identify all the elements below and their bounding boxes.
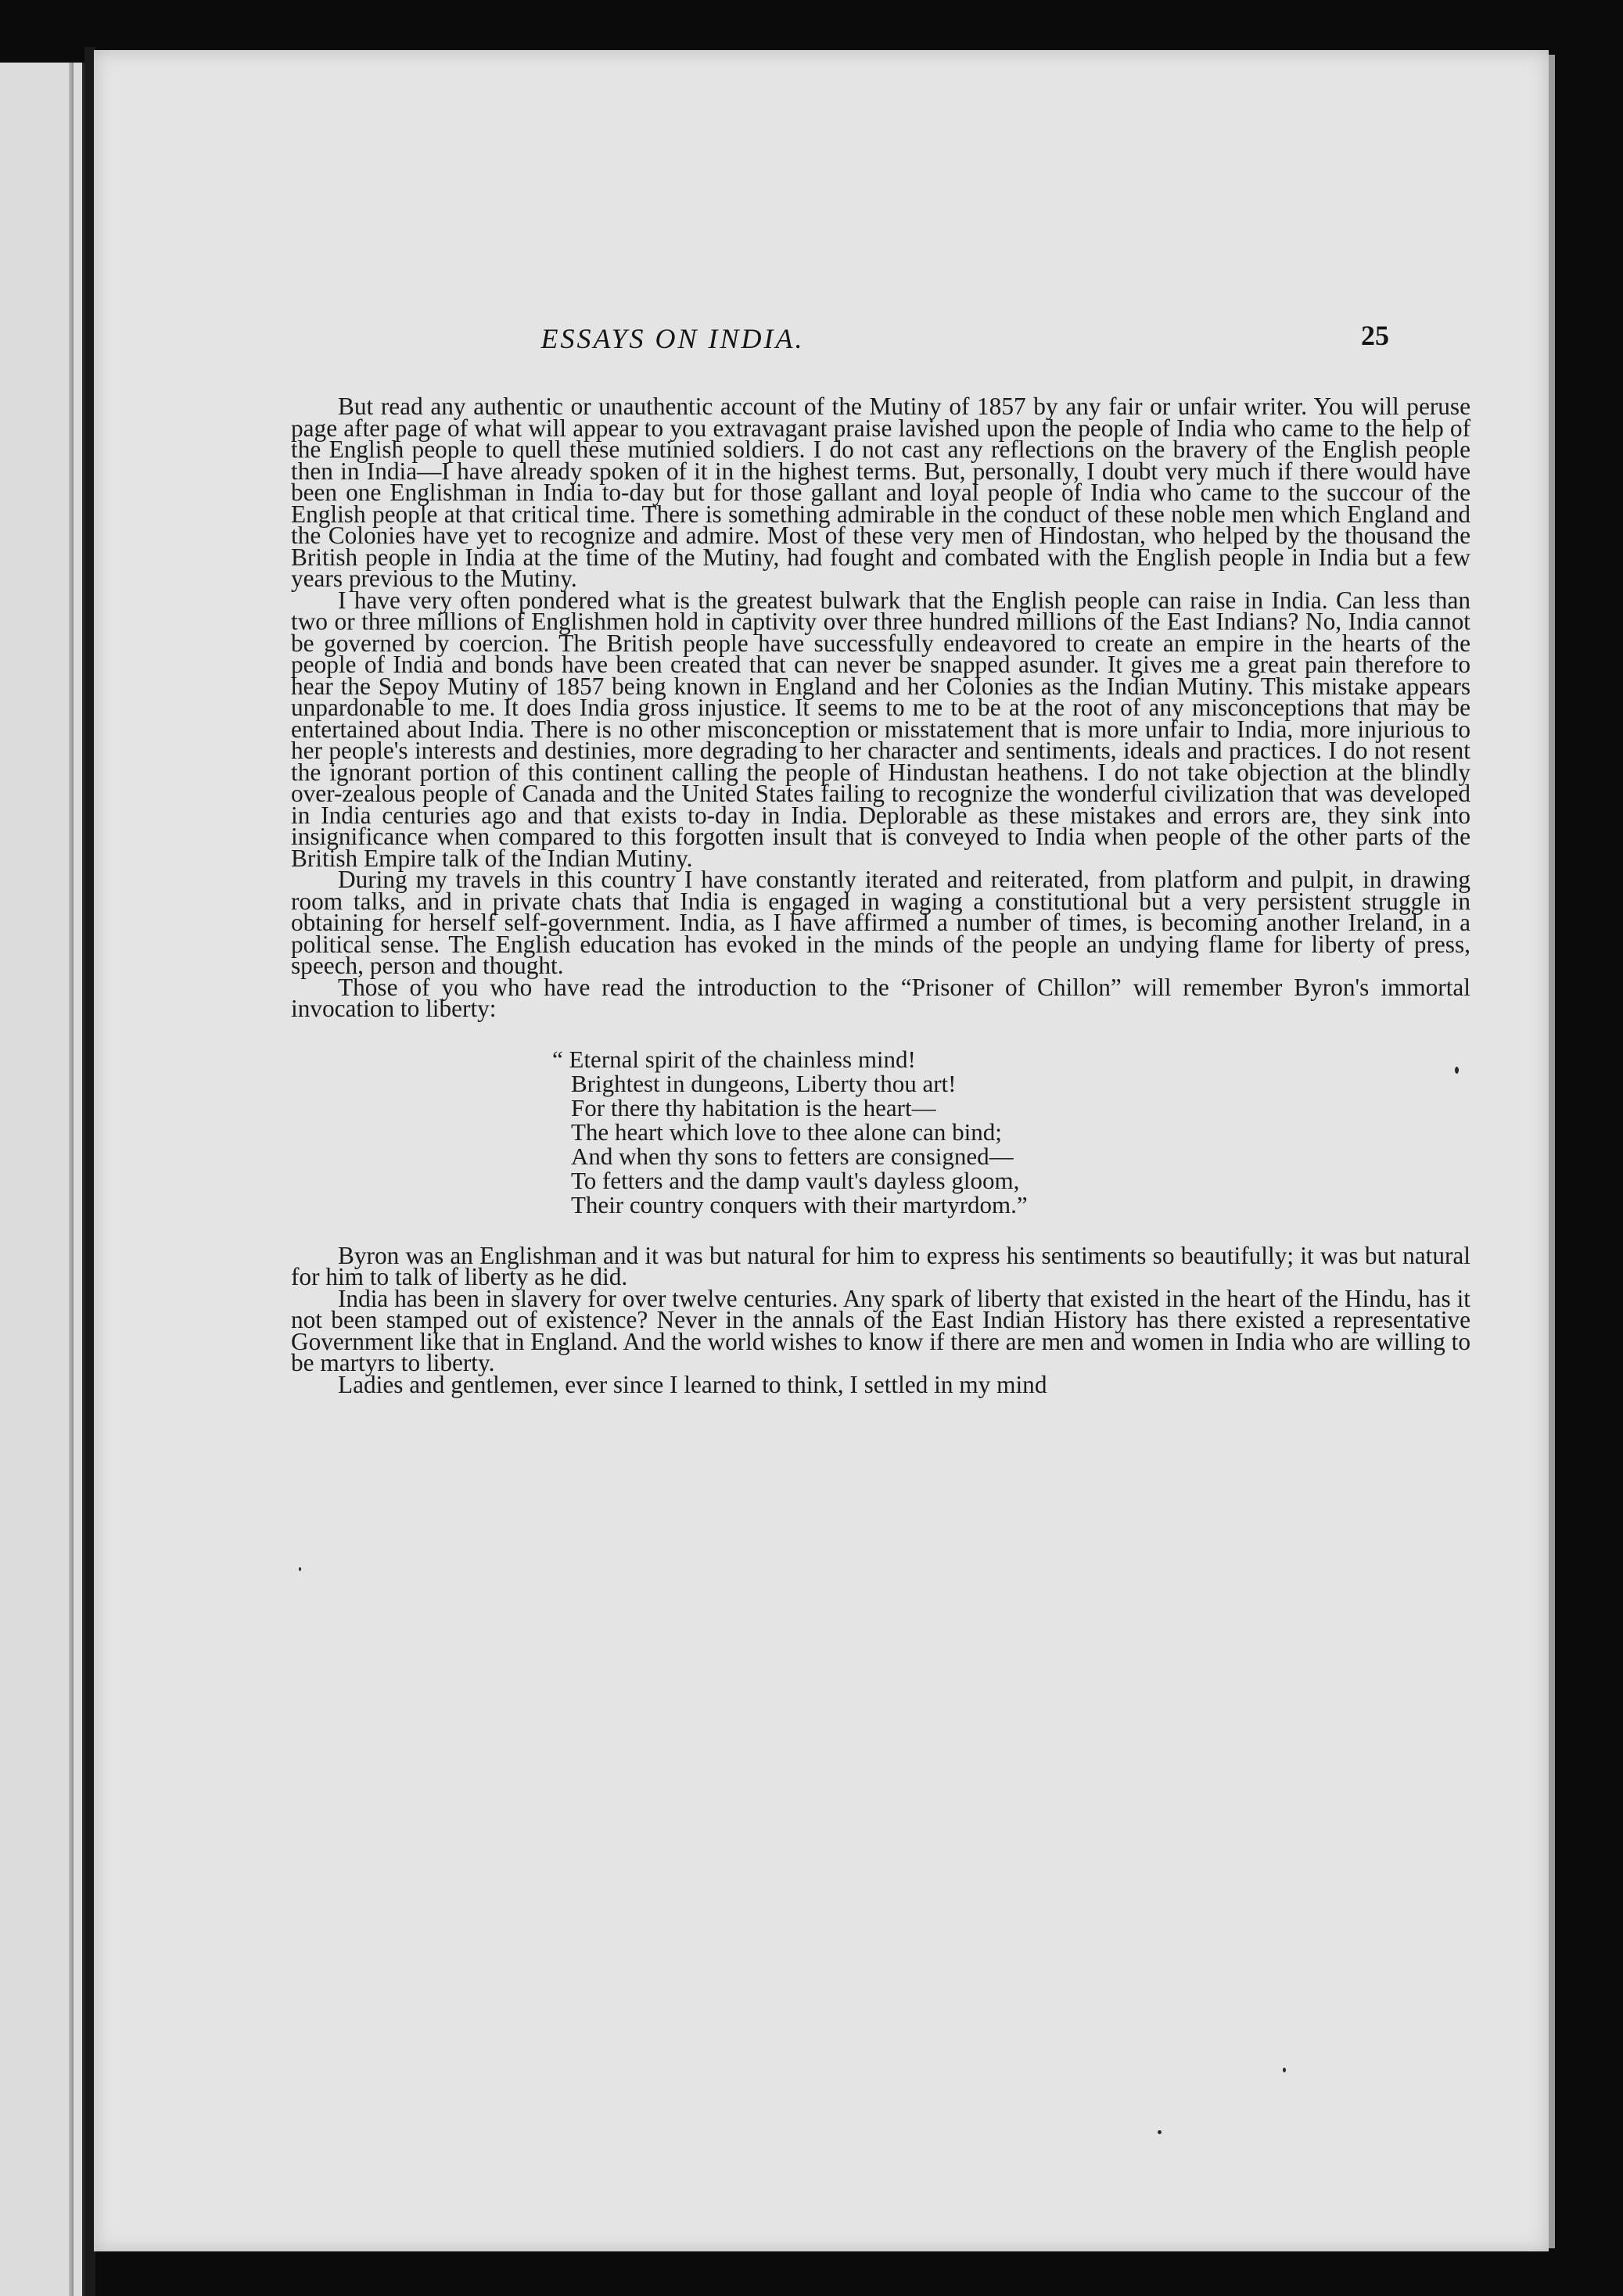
- poem-line: For there thy habitation is the heart—: [571, 1093, 936, 1121]
- poem-line: “ Eternal spirit of the chainless mind!: [552, 1045, 916, 1073]
- ink-speck: [299, 1567, 301, 1571]
- poem-quotation: [291, 1047, 1470, 1217]
- ink-speck: [1283, 2068, 1286, 2072]
- poem-line: To fetters and the damp vault's dayless gloom,: [571, 1166, 1020, 1194]
- paragraph-byron: Byron was an Englishman and it was but natural for him to express his sentiments so beautifully; it was but natural for him to talk of liberty as he did.: [291, 1241, 1470, 1290]
- paragraph-greatest-bulwark: I have very often pondered what is the greatest bulwark that the English people can raise in India. Can less than two or three millions of Englishmen hold in captivity over three hundred millions of the East Indians? No, India cannot be governed by coercion. The British people have successfully endeavored to create an empire in the hearts of the people of India and bonds have been created that can never be snapped asunder. It gives me a great pain therefore to hear the Sepoy Mutiny of 1857 being known in England and her Colonies as the Indian Mutiny. This mistake appears unpardonable to me. It does India gross injustice. It seems to me to be at the root of any misconceptions that may be entertained about India. There is no other misconception or misstatement that is more unfair to India, more injurious to her people's interests and destinies, more degrading to her character and sentiments, ideals and practices. I do not resent the ignorant portion of this continent calling the people of Hindustan heathens. I do not take objection at the blindly over-zealous people of Canada and the United States failing to recognize the wonderful civilization that was developed in India centuries ago and that exists to-day in India. Deplorable as these mistakes and errors are, they sink into insignificance when compared to this forgotten insult that is conveyed to India when people of the other parts of the British Empire talk of the Indian Mutiny.: [291, 586, 1470, 872]
- paragraph-prisoner-of-chillon: Those of you who have read the introduction to the “Prisoner of Chillon” will remember Byron's immortal invocation to liberty:: [291, 973, 1470, 1022]
- ink-speck: [1158, 2130, 1162, 2134]
- page-right-edge: [1549, 55, 1555, 2248]
- book-page: [94, 50, 1549, 2251]
- paragraph-slavery: India has been in slavery for over twelve centuries. Any spark of liberty that existed in the heart of the Hindu, has it not been stamped out of existence? Never in the annals of the East Indian History has there existed a representative Government like that in England. And the world wishes to know if there are men and women in India who are willing to be martyrs to liberty.: [291, 1284, 1470, 1376]
- poem-line: Their country conquers with their martyrdom.”: [571, 1190, 1028, 1218]
- paragraph-travels: During my travels in this country I have constantly iterated and reiterated, from platform and pulpit, in drawing room talks, and in private chats that India is engaged in waging a constitutional but a very persistent struggle in obtaining for herself self-government. India, as I have affirmed a number of times, is becoming another Ireland, in a political sense. The English education has evoked in the minds of the people an undying flame for liberty of press, speech, person and thought.: [291, 866, 1470, 979]
- poem-line: And when thy sons to fetters are consigned—: [571, 1142, 1014, 1170]
- paragraph-mutiny-account: But read any authentic or unauthentic account of the Mutiny of 1857 by any fair or unfair writer. You will peruse page after page of what will appear to you extravagant praise lavished upon the people of India who came to the help of the English people to quell these mutinied soldiers. I do not cast any reflections on the bravery of the English people then in India—I have already spoken of it in the highest terms. But, personally, I doubt very much if there would have been one Englishman in India to-day but for those gallant and loyal people of India who came to the succour of the English people at that critical time. There is something admirable in the conduct of these noble men which England and the Colonies have yet to recognize and admire. Most of these very men of Hindostan, who helped by the thousand the British people in India at the time of the Mutiny, had fought and combated with the English people in India but a few years previous to the Mutiny.: [291, 393, 1470, 592]
- poem-line: The heart which love to thee alone can bind;: [571, 1118, 1002, 1146]
- running-head-title: ESSAYS ON INDIA.: [540, 323, 805, 354]
- paragraph-ladies-and-gentlemen: Ladies and gentlemen, ever since I learned to think, I settled in my mind: [338, 1370, 1047, 1398]
- poem-line: Brightest in dungeons, Liberty thou art!: [571, 1069, 957, 1097]
- ink-speck: [1455, 1067, 1459, 1074]
- page-number: 25: [1361, 320, 1389, 351]
- facing-page-shadow: [69, 63, 74, 2296]
- body-text: [291, 386, 1470, 1398]
- running-head: [94, 322, 1549, 369]
